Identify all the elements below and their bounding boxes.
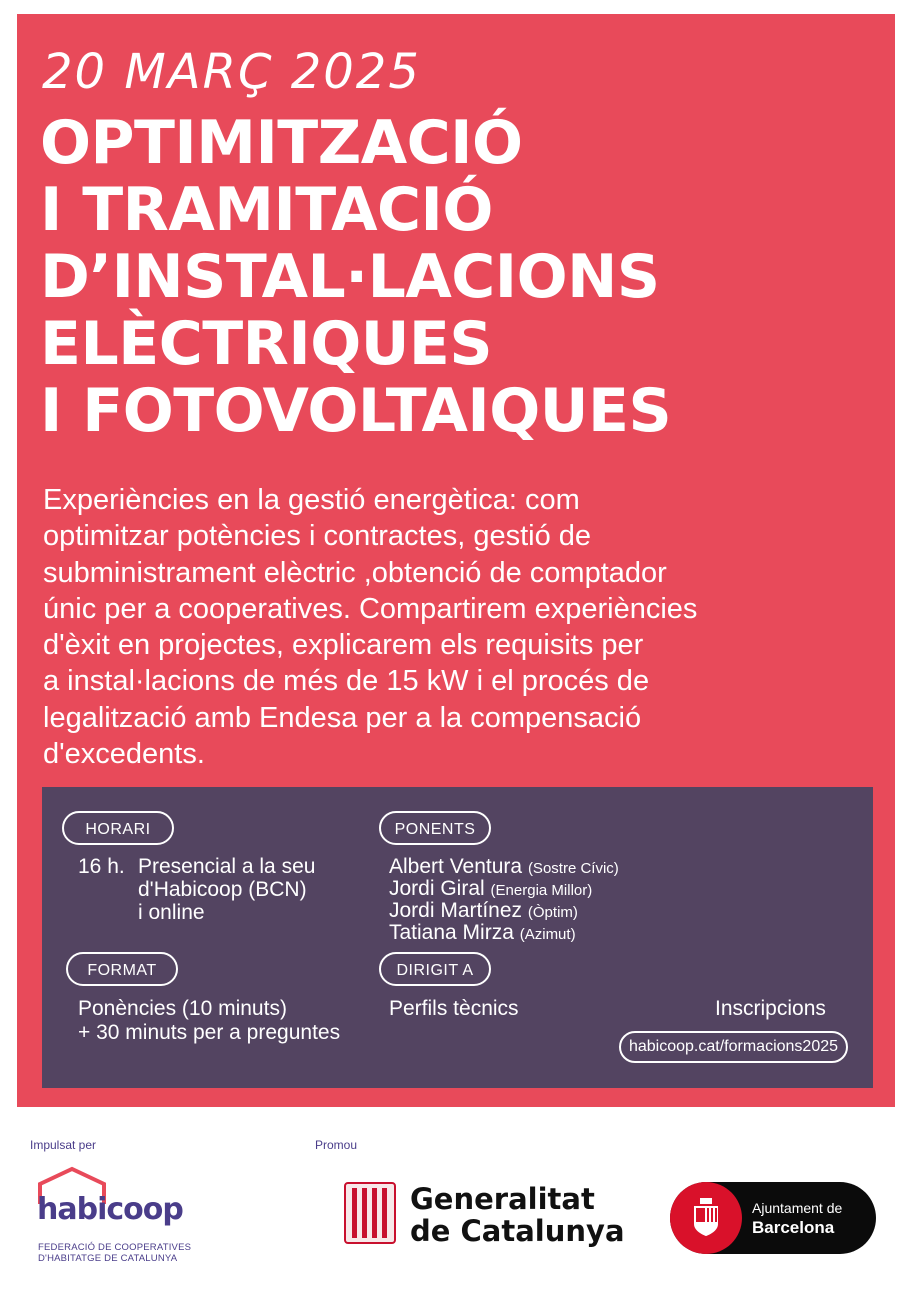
horari-line: Presencial a la seu <box>138 855 316 878</box>
speaker-org: (Energia Millor) <box>490 882 593 899</box>
horari-time: 16 h. <box>78 855 125 878</box>
habicoop-sub-line: D'HABITATGE DE CATALUNYA <box>38 1253 178 1264</box>
format-line: Ponències (10 minuts) <box>78 997 287 1020</box>
description-line: legalització amb Endesa per a la compensació <box>43 701 642 734</box>
speaker-org: (Òptim) <box>527 904 578 921</box>
ajuntament-line: Barcelona <box>752 1218 835 1237</box>
description-line: a instal·lacions de més de 15 kW i el procés de <box>43 665 650 698</box>
speaker-org: (Sostre Cívic) <box>527 860 619 877</box>
habicoop-subtitle <box>38 1242 191 1264</box>
event-title <box>40 110 880 445</box>
promou-label: Promou <box>315 1138 358 1152</box>
description-line: optimitzar potències i contractes, gestió de <box>43 520 592 553</box>
generalitat-line: Generalitat <box>410 1182 595 1216</box>
impulsat-label: Impulsat per <box>30 1138 97 1152</box>
title-line: I TRAMITACIÓ <box>40 175 493 245</box>
ajuntament-text <box>752 1199 842 1237</box>
horari-line: d'Habicoop (BCN) <box>138 878 307 901</box>
event-description <box>43 482 863 772</box>
horari-line: i online <box>138 901 205 924</box>
event-date: 20 MARÇ 2025 <box>42 44 421 100</box>
description-line: Experiències en la gestió energètica: com <box>43 484 580 516</box>
speaker <box>389 921 576 946</box>
title-line: I FOTOVOLTAIQUES <box>40 376 672 446</box>
format-label: FORMAT <box>66 952 178 986</box>
speaker-name: Jordi Martínez <box>389 899 523 922</box>
dirigit-value: Perfils tècnics <box>389 997 519 1020</box>
habicoop-logo[interactable]: habicoop <box>37 1192 183 1227</box>
description-line: d'èxit en projectes, explicarem els requisits per <box>43 629 644 662</box>
description-line: únic per a cooperatives. Compartirem experiències <box>43 592 698 625</box>
ajuntament-logo[interactable] <box>670 1182 876 1254</box>
format-line: + 30 minuts per a preguntes <box>78 1021 341 1044</box>
generalitat-shield-icon <box>344 1182 396 1244</box>
speaker-name: Albert Ventura <box>389 855 523 878</box>
title-line: D’INSTAL·LACIONS <box>40 242 660 312</box>
description-line: subministrament elèctric ,obtenció de comptador <box>43 556 667 589</box>
description-line: d'excedents. <box>43 738 205 771</box>
inscripcions-label: Inscripcions <box>715 997 826 1020</box>
title-line: ELÈCTRIQUES <box>40 309 493 379</box>
speaker-org: (Azimut) <box>519 926 576 943</box>
ajuntament-line: Ajuntament de <box>752 1200 843 1216</box>
habicoop-sub-line: FEDERACIÓ DE COOPERATIVES <box>38 1242 192 1253</box>
title-line: OPTIMITZACIÓ <box>40 108 523 178</box>
registration-link[interactable]: habicoop.cat/formacions2025 <box>619 1031 848 1063</box>
generalitat-line: de Catalunya <box>410 1214 625 1248</box>
horari-label: HORARI <box>62 811 174 845</box>
dirigit-label: DIRIGIT A <box>379 952 491 986</box>
speaker-name: Tatiana Mirza <box>389 921 514 944</box>
generalitat-logo[interactable] <box>410 1183 625 1247</box>
ponents-label: PONENTS <box>379 811 491 845</box>
speaker-name: Jordi Giral <box>389 877 485 900</box>
barcelona-shield-icon <box>670 1182 742 1254</box>
